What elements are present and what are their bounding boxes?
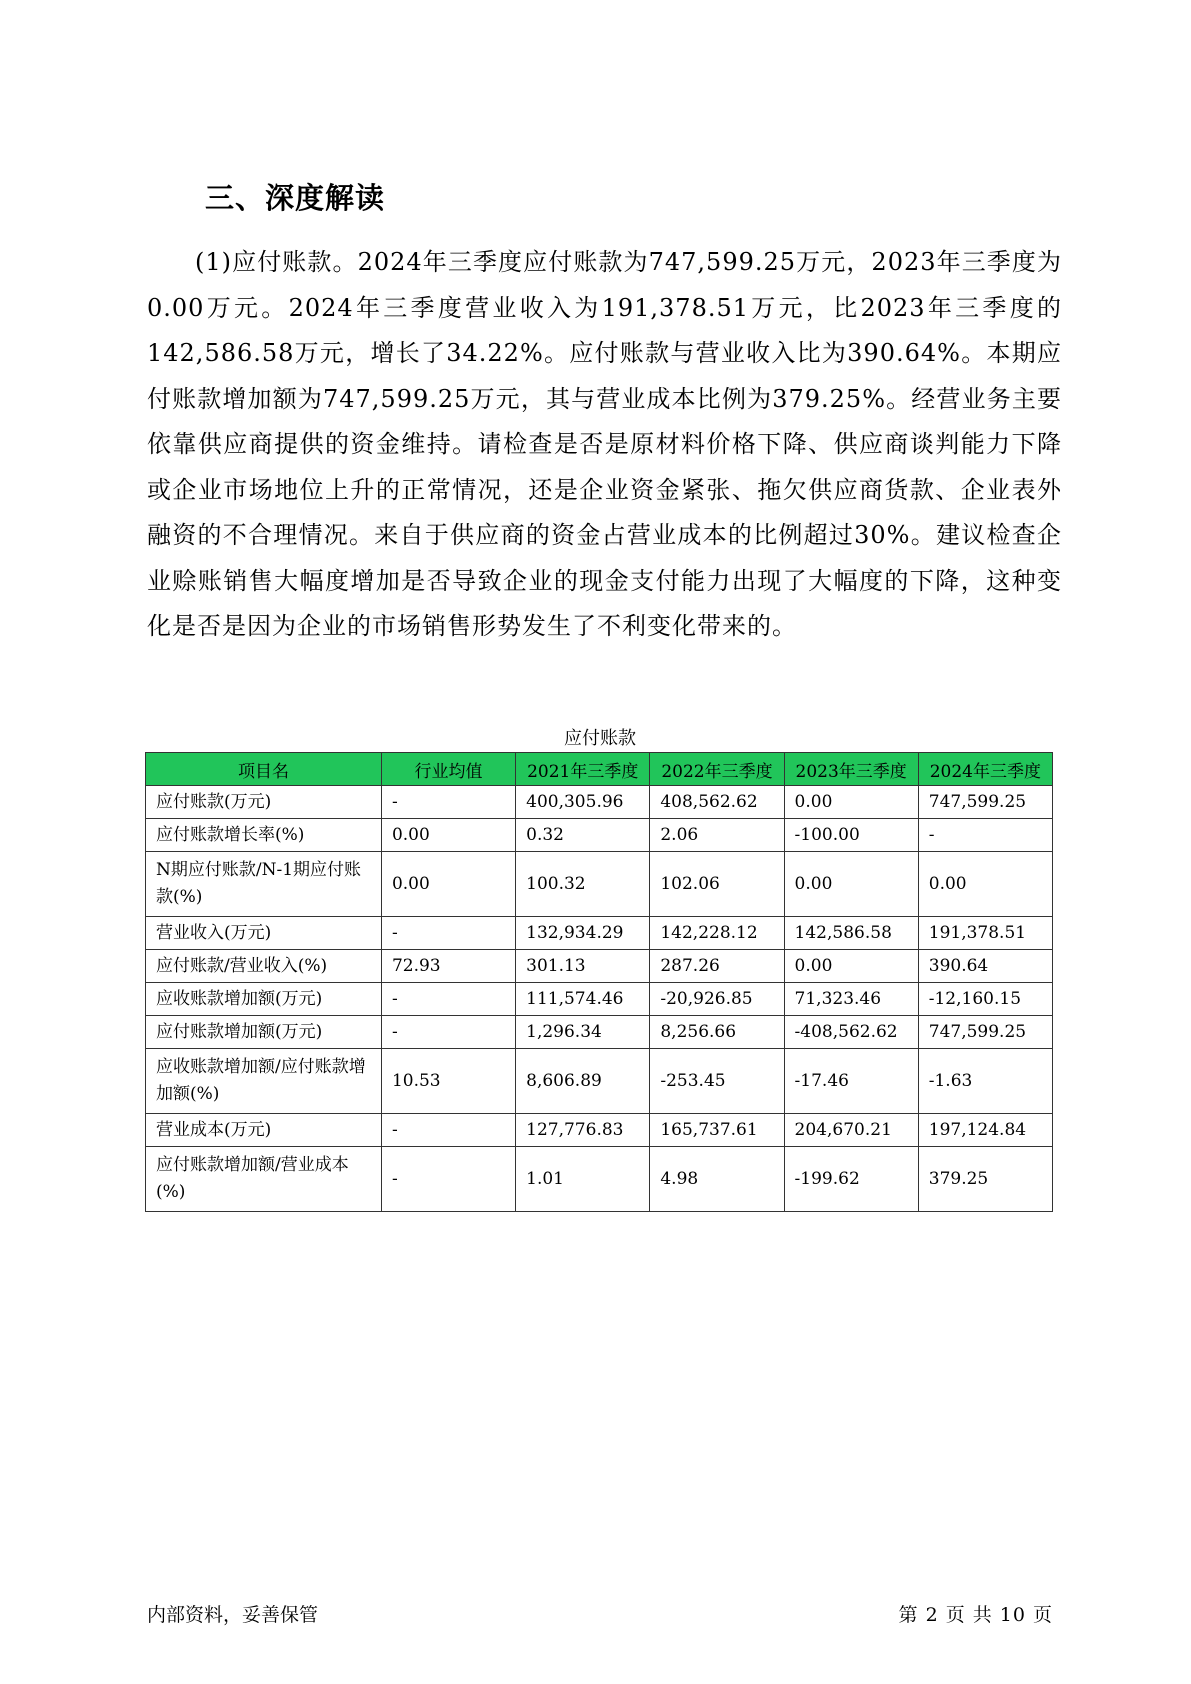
cell: -20,926.85 — [650, 983, 784, 1016]
header-industry-avg: 行业均值 — [381, 753, 515, 786]
cell: 0.32 — [516, 819, 650, 852]
cell: - — [381, 917, 515, 950]
row-label: 营业收入(万元) — [146, 917, 382, 950]
cell: 142,228.12 — [650, 917, 784, 950]
cell: - — [381, 983, 515, 1016]
table-row — [146, 852, 1053, 917]
cell: 100.32 — [516, 852, 650, 917]
cell: 0.00 — [381, 819, 515, 852]
cell: 4.98 — [650, 1147, 784, 1212]
footer-page-number: 第 2 页 共 10 页 — [898, 1604, 1053, 1626]
row-label: N期应付账款/N-1期应付账款(%) — [146, 852, 382, 917]
cell: -12,160.15 — [918, 983, 1052, 1016]
cell: 142,586.58 — [784, 917, 918, 950]
cell: 197,124.84 — [918, 1114, 1052, 1147]
cell: 0.00 — [784, 950, 918, 983]
cell: 71,323.46 — [784, 983, 918, 1016]
cell: 111,574.46 — [516, 983, 650, 1016]
table-caption: 应付账款 — [564, 728, 636, 749]
table-row — [146, 819, 1053, 852]
cell: 301.13 — [516, 950, 650, 983]
table-row — [146, 1114, 1053, 1147]
cell: 132,934.29 — [516, 917, 650, 950]
cell: 747,599.25 — [918, 1016, 1052, 1049]
row-label: 应收账款增加额/应付账款增加额(%) — [146, 1049, 382, 1114]
cell: 400,305.96 — [516, 786, 650, 819]
cell: -199.62 — [784, 1147, 918, 1212]
table-row — [146, 1147, 1053, 1212]
cell: -100.00 — [784, 819, 918, 852]
table-row — [146, 786, 1053, 819]
cell: 0.00 — [784, 786, 918, 819]
cell: - — [381, 1147, 515, 1212]
cell: 8,256.66 — [650, 1016, 784, 1049]
cell: 747,599.25 — [918, 786, 1052, 819]
cell: 10.53 — [381, 1049, 515, 1114]
header-2023q3: 2023年三季度 — [784, 753, 918, 786]
cell: 0.00 — [918, 852, 1052, 917]
cell: 390.64 — [918, 950, 1052, 983]
section-heading: 三、深度解读 — [205, 181, 386, 215]
header-item-name: 项目名 — [146, 753, 382, 786]
footer-confidential-note: 内部资料，妥善保管 — [147, 1604, 319, 1626]
header-2022q3: 2022年三季度 — [650, 753, 784, 786]
cell: 165,737.61 — [650, 1114, 784, 1147]
header-2021q3: 2021年三季度 — [516, 753, 650, 786]
cell: -253.45 — [650, 1049, 784, 1114]
cell: 8,606.89 — [516, 1049, 650, 1114]
cell: -17.46 — [784, 1049, 918, 1114]
row-label: 应付账款增加额(万元) — [146, 1016, 382, 1049]
cell: -1.63 — [918, 1049, 1052, 1114]
cell: - — [381, 1114, 515, 1147]
cell: 127,776.83 — [516, 1114, 650, 1147]
table-row — [146, 950, 1053, 983]
table-header-row — [146, 753, 1053, 786]
row-label: 应付账款增长率(%) — [146, 819, 382, 852]
table-row — [146, 983, 1053, 1016]
cell: -408,562.62 — [784, 1016, 918, 1049]
row-label: 应收账款增加额(万元) — [146, 983, 382, 1016]
cell: 408,562.62 — [650, 786, 784, 819]
cell: - — [918, 819, 1052, 852]
cell: 191,378.51 — [918, 917, 1052, 950]
cell: 0.00 — [381, 852, 515, 917]
table-row — [146, 1049, 1053, 1114]
table-row — [146, 917, 1053, 950]
header-2024q3: 2024年三季度 — [918, 753, 1052, 786]
cell: - — [381, 786, 515, 819]
cell: 2.06 — [650, 819, 784, 852]
row-label: 营业成本(万元) — [146, 1114, 382, 1147]
cell: 287.26 — [650, 950, 784, 983]
cell: 204,670.21 — [784, 1114, 918, 1147]
cell: 1.01 — [516, 1147, 650, 1212]
cell: - — [381, 1016, 515, 1049]
cell: 0.00 — [784, 852, 918, 917]
cell: 1,296.34 — [516, 1016, 650, 1049]
row-label: 应付账款(万元) — [146, 786, 382, 819]
cell: 102.06 — [650, 852, 784, 917]
row-label: 应付账款/营业收入(%) — [146, 950, 382, 983]
table-row — [146, 1016, 1053, 1049]
row-label: 应付账款增加额/营业成本(%) — [146, 1147, 382, 1212]
cell: 379.25 — [918, 1147, 1052, 1212]
cell: 72.93 — [381, 950, 515, 983]
payables-table — [145, 752, 1053, 1212]
analysis-paragraph: (1)应付账款。2024年三季度应付账款为747,599.25万元，2023年三季度为0.00万元。2024年三季度营业收入为191,378.51万元，比2023年三季度的142,586.58万元，增长了34.22%。应付账款与营业收入比为390.64%。本期应付账款增加额为747,599.25万元，其与营业成本比例为379.25%。经营业务主要依靠供应商提供的资金维持。请检查是否是原材料价格下降、供应商谈判能力下降或企业市场地位上升的正常情况，还是企业资金紧张、拖欠供应商货款、企业表外融资的不合理情况。来自于供应商的资金占营业成本的比例超过30%。建议检查企业赊账销售大幅度增加是否导致企业的现金支付能力出现了大幅度的下降，这种变化是否是因为企业的市场销售形势发生了不利变化带来的。 — [147, 248, 1062, 640]
